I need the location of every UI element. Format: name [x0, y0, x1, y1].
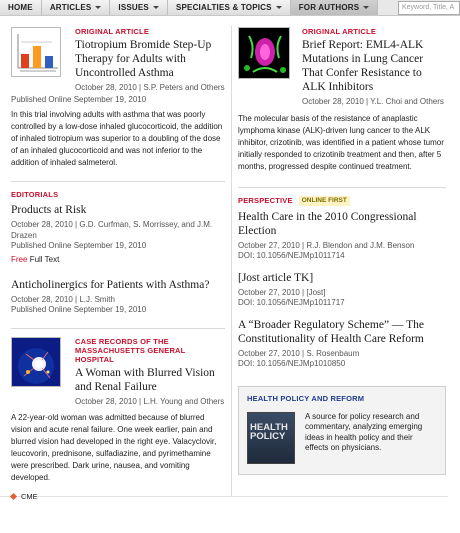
- health-policy-title-link[interactable]: HEALTH POLICY AND REFORM: [247, 393, 365, 403]
- perspective-title-link[interactable]: [Jost article TK]: [238, 271, 314, 284]
- perspective-header: [238, 196, 446, 206]
- bar-chart-icon: [12, 28, 61, 77]
- editorial-published-online: Published Online September 19, 2010: [11, 241, 147, 250]
- article-label: ORIGINAL ARTICLE: [75, 27, 150, 36]
- chevron-down-icon: [153, 6, 159, 9]
- article-tiotropium: [11, 27, 225, 94]
- chevron-down-icon: [276, 6, 282, 9]
- nav-for-authors[interactable]: FOR AUTHORS: [291, 0, 379, 15]
- article-title-link[interactable]: Brief Report: EML4-ALK Mutations in Lung Cancer That Confer Resistance to ALK Inhibitors: [302, 39, 424, 93]
- editorial-title-link[interactable]: Anticholinergics for Patients with Asthma?: [11, 278, 210, 291]
- free-full-text[interactable]: [11, 255, 225, 265]
- section-separator: [11, 181, 225, 182]
- article-summary: The molecular basis of the resistance of anaplastic lymphoma kinase (ALK)-driven lung cancer to the ALK inhibitor, crizotinib, was identified in a patient whose tumor initially responded to crizotinib treatment and then, after 5 months, progressed despite continued treatment.: [238, 113, 444, 171]
- health-policy-description: A source for policy research and commentary, analyzing emerging ideas in health policy and their effects on physicians.: [305, 411, 423, 452]
- top-nav: [0, 0, 460, 16]
- perspective-date-authors: October 27, 2010 | [Jost]: [238, 287, 326, 297]
- article-title-link[interactable]: Tiotropium Bromide Step-Up Therapy for Adults with Uncontrolled Asthma: [75, 39, 212, 79]
- nav-articles[interactable]: ARTICLES: [42, 0, 111, 15]
- nav-issues[interactable]: ISSUES: [110, 0, 168, 15]
- chevron-down-icon: [363, 6, 369, 9]
- micrograph-image-icon: [239, 28, 290, 79]
- editorial-title-link[interactable]: Products at Risk: [11, 204, 87, 216]
- search-input[interactable]: Keyword, Title, A: [398, 1, 460, 15]
- retina-image-icon: [12, 338, 61, 387]
- perspective-doi: DOI: 10.1056/NEJMp1011714: [238, 251, 345, 260]
- perspective-title-link[interactable]: A “Broader Regulatory Scheme” — The Constitutionality of Health Care Reform: [238, 318, 424, 345]
- perspective-date-authors: October 27, 2010 | R.J. Blendon and J.M. Benson: [238, 240, 415, 250]
- left-column: [11, 27, 225, 501]
- perspective-doi: DOI: 10.1056/NEJMp1010850: [238, 359, 346, 368]
- editorials-label: EDITORIALS: [11, 190, 59, 199]
- online-first-badge: ONLINE FIRST: [299, 196, 350, 206]
- full-text-link[interactable]: Full Text: [29, 254, 60, 264]
- article-thumbnail-chart[interactable]: [11, 27, 61, 77]
- perspective-label: PERSPECTIVE: [238, 196, 293, 205]
- section-separator: [11, 328, 225, 329]
- perspective-title-link[interactable]: Health Care in the 2010 Congressional Election: [238, 210, 417, 237]
- article-date-authors: October 28, 2010 | Y.L. Choi and Others: [302, 97, 444, 106]
- article-date-authors: October 28, 2010 | L.H. Young and Others: [75, 396, 225, 406]
- health-policy-box: [238, 386, 446, 475]
- nav-home[interactable]: HOME: [0, 0, 42, 15]
- cme-diamond-icon: [10, 493, 17, 500]
- cme-link[interactable]: [11, 492, 225, 501]
- editorial-date-authors: October 28, 2010 | G.D. Curfman, S. Morrissey, and J.M. Drazen: [11, 220, 213, 240]
- section-separator: [238, 187, 446, 188]
- nav-specialties-topics[interactable]: SPECIALTIES & TOPICS: [168, 0, 291, 15]
- right-column: [238, 27, 446, 475]
- article-eml4-alk: [238, 27, 446, 108]
- free-label: Free: [11, 254, 28, 264]
- cme-label: CME: [21, 492, 38, 501]
- editorial-published-online: Published Online September 19, 2010: [11, 305, 147, 314]
- article-summary: A 22-year-old woman was admitted because of blurred vision and acute renal failure. One week earlier, pain and blurred vision had developed in the right eye. Valacyclovir, leucovorin, prednisone, sulfadiazine, and pyrimethamine were prescribed. Dark urine, nausea, and vomiting developed.: [11, 413, 217, 482]
- article-case-record: [11, 337, 225, 408]
- perspective-date-authors: October 27, 2010 | S. Rosenbaum: [238, 348, 360, 358]
- article-summary: In this trial involving adults with asthma that was poorly controlled by a low-dose inhaled glucocorticoid, the addition of inhaled tiotropium was superior to a doubling of the dose of an inhaled glucocorticoid and was not inferior to the addition of inhaled salmeterol.: [11, 110, 223, 167]
- chevron-down-icon: [95, 6, 101, 9]
- editorial-date-authors: October 28, 2010 | L.J. Smith: [11, 294, 115, 304]
- article-title-link[interactable]: A Woman with Blurred Vision and Renal Failure: [75, 366, 215, 393]
- column-divider: [231, 26, 232, 496]
- article-date-authors: October 28, 2010 | S.P. Peters and Others: [75, 83, 225, 92]
- article-label: CASE RECORDS OF THE MASSACHUSETTS GENERAL HOSPITAL: [75, 336, 186, 364]
- health-policy-image[interactable]: HEALTH POLICY: [247, 412, 295, 464]
- article-label: ORIGINAL ARTICLE: [302, 27, 377, 36]
- article-thumbnail-retina[interactable]: [11, 337, 61, 387]
- perspective-doi: DOI: 10.1056/NEJMp1011717: [238, 298, 345, 307]
- article-thumbnail-micrograph[interactable]: [238, 27, 290, 79]
- article-published-online: Published Online September 19, 2010: [11, 94, 147, 104]
